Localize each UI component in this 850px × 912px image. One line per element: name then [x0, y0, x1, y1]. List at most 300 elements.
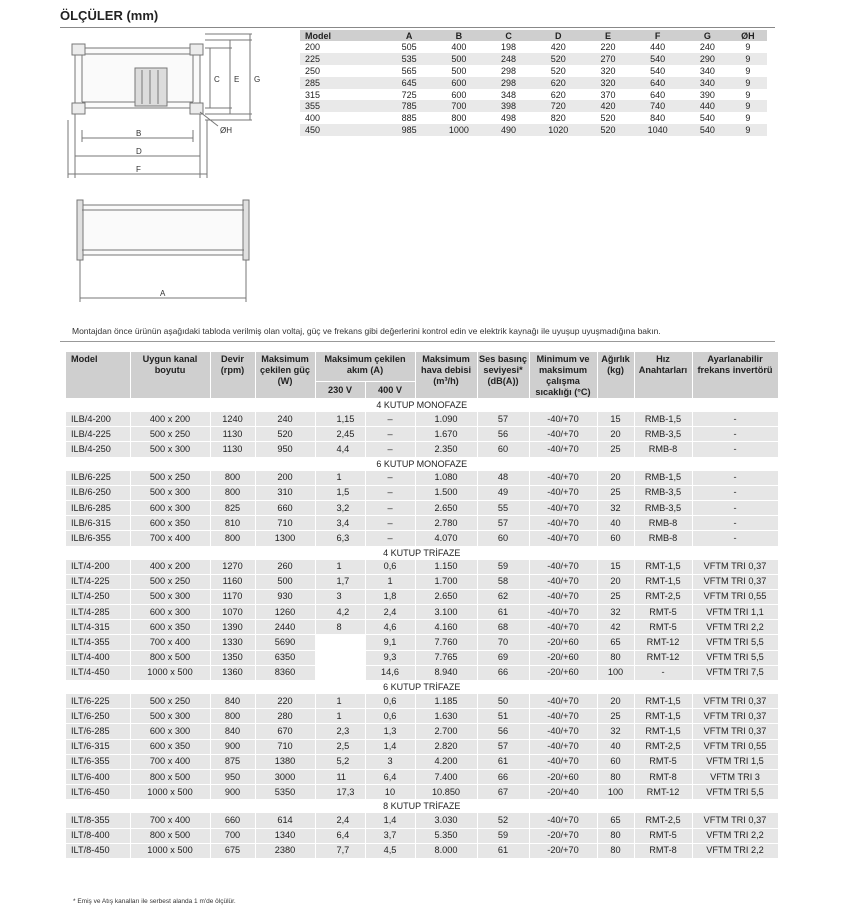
- dimension-cell: 520: [587, 124, 630, 136]
- title-divider: [60, 27, 775, 28]
- table-cell: RMT-8: [634, 843, 692, 858]
- table-cell: 60: [597, 754, 634, 769]
- dimension-cell: 520: [530, 65, 587, 77]
- table-cell: 60: [477, 531, 529, 546]
- dim-header: B: [430, 30, 487, 41]
- table-cell: 400 x 200: [130, 412, 210, 427]
- table-row: [66, 560, 778, 575]
- table-cell: 57: [477, 516, 529, 531]
- dimension-cell: 840: [629, 112, 686, 124]
- table-cell: RMT-1,5: [634, 574, 692, 589]
- dimension-cell: 600: [430, 89, 487, 101]
- table-cell: 8: [315, 620, 365, 635]
- table-cell: 670: [255, 724, 315, 739]
- dim-header: E: [587, 30, 630, 41]
- table-cell: 52: [477, 813, 529, 828]
- table-cell: 59: [477, 560, 529, 575]
- table-cell: -40/+70: [529, 412, 597, 427]
- dimension-cell: 820: [530, 112, 587, 124]
- dimension-row: [300, 112, 767, 124]
- header-akim-400: 400 V: [365, 382, 415, 399]
- table-cell: -40/+70: [529, 442, 597, 457]
- dim-header: Model: [300, 30, 388, 41]
- table-row: [66, 665, 778, 680]
- table-cell: 9,3: [365, 650, 415, 665]
- dimension-cell: 565: [388, 65, 431, 77]
- table-row: [66, 620, 778, 635]
- group-row: [66, 546, 778, 560]
- label-e: E: [234, 75, 240, 84]
- table-cell: 1340: [255, 828, 315, 843]
- table-cell: 220: [255, 694, 315, 709]
- table-cell: ILB/6-285: [66, 500, 130, 515]
- group-title: 4 KUTUP MONOFAZE: [66, 399, 778, 413]
- table-cell: VFTM TRI 1,1: [692, 605, 778, 620]
- table-cell: –: [365, 412, 415, 427]
- dimensions-header-row: [300, 30, 767, 41]
- table-cell: 5690: [255, 635, 315, 650]
- table-cell: 10.850: [415, 785, 477, 800]
- table-cell: 70: [477, 635, 529, 650]
- table-cell: 1: [315, 709, 365, 724]
- table-row: [66, 500, 778, 515]
- group-title: 4 KUTUP TRİFAZE: [66, 546, 778, 560]
- table-cell: 7,7: [315, 843, 365, 858]
- table-cell: ILB/6-315: [66, 516, 130, 531]
- table-cell: 600 x 300: [130, 605, 210, 620]
- table-cell: 400 x 200: [130, 560, 210, 575]
- table-cell: ILT/4-400: [66, 650, 130, 665]
- table-cell: 100: [597, 665, 634, 680]
- table-cell: 1.090: [415, 412, 477, 427]
- header-kanal: Uygun kanal boyutu: [130, 352, 210, 399]
- voltage-note: Montajdan önce ürünün aşağıdaki tabloda verilmiş olan voltaj, güç ve frekans gibi değerlerini kontrol edin ve elektrik kaynağı ile uyuşup uyuşmadığına bakın.: [72, 326, 661, 336]
- table-cell: ILT/6-450: [66, 785, 130, 800]
- table-cell: ILB/4-200: [66, 412, 130, 427]
- dimension-cell: 720: [530, 100, 587, 112]
- dimension-cell: 450: [300, 124, 388, 136]
- table-cell: -20/+40: [529, 785, 597, 800]
- table-cell: 3,7: [365, 828, 415, 843]
- table-cell: 2.350: [415, 442, 477, 457]
- table-cell: 1.500: [415, 485, 477, 500]
- dimension-cell: 348: [487, 89, 530, 101]
- table-cell: 500 x 250: [130, 427, 210, 442]
- header-ses: Ses basınç seviyesi* (dB(A)): [477, 352, 529, 399]
- dim-header: F: [629, 30, 686, 41]
- table-cell: -40/+70: [529, 589, 597, 604]
- table-cell: 62: [477, 589, 529, 604]
- dimension-cell: 320: [587, 65, 630, 77]
- table-cell: 1130: [210, 427, 255, 442]
- table-cell: VFTM TRI 5,5: [692, 635, 778, 650]
- table-cell: 1000 x 500: [130, 665, 210, 680]
- table-cell: -40/+70: [529, 754, 597, 769]
- dimension-cell: 420: [587, 100, 630, 112]
- table-row: [66, 828, 778, 843]
- table-cell: 875: [210, 754, 255, 769]
- table-cell: 1360: [210, 665, 255, 680]
- table-row: [66, 650, 778, 665]
- group-row: [66, 457, 778, 471]
- table-cell: 3: [365, 754, 415, 769]
- table-cell: 800: [210, 531, 255, 546]
- table-cell: -: [692, 471, 778, 486]
- group-row: [66, 399, 778, 413]
- table-cell: -40/+70: [529, 739, 597, 754]
- table-cell: RMT-12: [634, 785, 692, 800]
- table-cell: 1,5: [315, 485, 365, 500]
- dimension-cell: 640: [629, 89, 686, 101]
- table-cell: -40/+70: [529, 471, 597, 486]
- dimension-cell: 490: [487, 124, 530, 136]
- table-cell: 1270: [210, 560, 255, 575]
- table-row: [66, 709, 778, 724]
- table-cell: 50: [477, 694, 529, 709]
- table-cell: 61: [477, 605, 529, 620]
- table-cell: -40/+70: [529, 485, 597, 500]
- dimension-cell: 535: [388, 53, 431, 65]
- dimension-cell: 440: [686, 100, 729, 112]
- table-cell: RMB-8: [634, 516, 692, 531]
- table-cell: 4,4: [315, 442, 365, 457]
- table-cell: 800: [210, 709, 255, 724]
- table-cell: 1.150: [415, 560, 477, 575]
- table-cell: 1160: [210, 574, 255, 589]
- table-cell: 25: [597, 709, 634, 724]
- table-cell: -: [692, 412, 778, 427]
- dimension-cell: 600: [430, 77, 487, 89]
- dimension-cell: 270: [587, 53, 630, 65]
- table-cell: 1,8: [365, 589, 415, 604]
- table-cell: 3,2: [315, 500, 365, 515]
- table-cell: ILT/8-355: [66, 813, 130, 828]
- table-cell: [315, 650, 365, 665]
- table-cell: 2,3: [315, 724, 365, 739]
- table-cell: ILT/6-285: [66, 724, 130, 739]
- table-cell: -: [692, 531, 778, 546]
- table-cell: 614: [255, 813, 315, 828]
- table-cell: 2,4: [315, 813, 365, 828]
- table-cell: -: [692, 427, 778, 442]
- table-cell: -40/+70: [529, 724, 597, 739]
- dim-header: G: [686, 30, 729, 41]
- table-cell: RMT-1,5: [634, 560, 692, 575]
- header-hiz: Hız Anahtarları: [634, 352, 692, 399]
- table-cell: 600 x 350: [130, 620, 210, 635]
- table-cell: 1,3: [365, 724, 415, 739]
- dimension-cell: 420: [530, 41, 587, 53]
- table-row: [66, 843, 778, 858]
- table-cell: 8360: [255, 665, 315, 680]
- table-cell: -40/+70: [529, 574, 597, 589]
- label-f: F: [136, 165, 141, 174]
- table-cell: 1,4: [365, 739, 415, 754]
- table-cell: ILT/4-250: [66, 589, 130, 604]
- table-cell: 1070: [210, 605, 255, 620]
- table-row: [66, 769, 778, 784]
- table-cell: [315, 665, 365, 680]
- table-cell: 20: [597, 427, 634, 442]
- table-cell: VFTM TRI 5,5: [692, 650, 778, 665]
- table-cell: 280: [255, 709, 315, 724]
- table-cell: -40/+70: [529, 516, 597, 531]
- table-cell: 520: [255, 427, 315, 442]
- table-cell: -40/+70: [529, 500, 597, 515]
- table-cell: -40/+70: [529, 560, 597, 575]
- table-cell: –: [365, 471, 415, 486]
- dimension-cell: 390: [686, 89, 729, 101]
- table-cell: 60: [477, 442, 529, 457]
- table-cell: –: [365, 500, 415, 515]
- dimension-cell: 290: [686, 53, 729, 65]
- table-cell: 660: [255, 500, 315, 515]
- dimension-cell: 740: [629, 100, 686, 112]
- table-cell: 1300: [255, 531, 315, 546]
- table-cell: ILT/4-450: [66, 665, 130, 680]
- table-cell: 675: [210, 843, 255, 858]
- table-cell: 58: [477, 574, 529, 589]
- table-cell: 57: [477, 739, 529, 754]
- table-cell: 4,6: [365, 620, 415, 635]
- table-cell: 1: [315, 694, 365, 709]
- table-cell: 15: [597, 412, 634, 427]
- dimension-row: [300, 65, 767, 77]
- dimension-cell: 9: [729, 124, 767, 136]
- table-cell: 840: [210, 694, 255, 709]
- page-title: ÖLÇÜLER (mm): [60, 8, 159, 23]
- table-cell: 1390: [210, 620, 255, 635]
- table-cell: 1170: [210, 589, 255, 604]
- table-cell: –: [365, 485, 415, 500]
- table-cell: 1.630: [415, 709, 477, 724]
- table-cell: 5350: [255, 785, 315, 800]
- table-cell: 80: [597, 769, 634, 784]
- table-cell: 25: [597, 442, 634, 457]
- dimension-row: [300, 89, 767, 101]
- dimension-cell: 9: [729, 89, 767, 101]
- table-cell: RMT-12: [634, 635, 692, 650]
- table-cell: 900: [210, 785, 255, 800]
- dimension-cell: 285: [300, 77, 388, 89]
- table-cell: ILT/6-355: [66, 754, 130, 769]
- table-cell: 800: [210, 471, 255, 486]
- table-cell: 15: [597, 560, 634, 575]
- table-cell: 3,4: [315, 516, 365, 531]
- table-cell: 42: [597, 620, 634, 635]
- table-row: [66, 635, 778, 650]
- table-cell: 5.350: [415, 828, 477, 843]
- table-cell: [315, 635, 365, 650]
- dimension-cell: 9: [729, 65, 767, 77]
- table-cell: 32: [597, 724, 634, 739]
- dimension-cell: 200: [300, 41, 388, 53]
- group-title: 6 KUTUP MONOFAZE: [66, 457, 778, 471]
- table-cell: RMT-2,5: [634, 739, 692, 754]
- table-cell: 1240: [210, 412, 255, 427]
- table-cell: 59: [477, 828, 529, 843]
- header-devir: Devir (rpm): [210, 352, 255, 399]
- table-cell: –: [365, 531, 415, 546]
- dim-header: C: [487, 30, 530, 41]
- table-cell: 6350: [255, 650, 315, 665]
- table-cell: 1: [315, 560, 365, 575]
- dimension-cell: 500: [430, 53, 487, 65]
- table-row: [66, 813, 778, 828]
- table-cell: ILT/6-250: [66, 709, 130, 724]
- table-cell: 20: [597, 694, 634, 709]
- dimension-cell: 340: [686, 65, 729, 77]
- table-cell: 8.940: [415, 665, 477, 680]
- table-cell: VFTM TRI 2,2: [692, 843, 778, 858]
- table-cell: 1000 x 500: [130, 843, 210, 858]
- table-cell: 4,2: [315, 605, 365, 620]
- table-cell: VFTM TRI 0,37: [692, 560, 778, 575]
- table-cell: 700 x 400: [130, 813, 210, 828]
- table-cell: 200: [255, 471, 315, 486]
- dim-header: A: [388, 30, 431, 41]
- dimension-cell: 500: [430, 65, 487, 77]
- table-cell: -40/+70: [529, 531, 597, 546]
- label-c: C: [214, 75, 220, 84]
- table-row: [66, 589, 778, 604]
- table-cell: 32: [597, 605, 634, 620]
- header-akim-230: 230 V: [315, 382, 365, 399]
- table-cell: 7.760: [415, 635, 477, 650]
- dimension-cell: 9: [729, 41, 767, 53]
- table-cell: 3.100: [415, 605, 477, 620]
- table-cell: VFTM TRI 2,2: [692, 828, 778, 843]
- table-cell: 1.700: [415, 574, 477, 589]
- table-cell: ILT/4-285: [66, 605, 130, 620]
- table-cell: 2380: [255, 843, 315, 858]
- table-cell: 56: [477, 724, 529, 739]
- table-cell: -40/+70: [529, 813, 597, 828]
- table-cell: 20: [597, 574, 634, 589]
- dimension-cell: 240: [686, 41, 729, 53]
- table-cell: ILT/4-355: [66, 635, 130, 650]
- table-cell: RMB-3,5: [634, 500, 692, 515]
- dimension-drawing: [60, 30, 280, 320]
- table-cell: 1000 x 500: [130, 785, 210, 800]
- table-cell: 500 x 300: [130, 589, 210, 604]
- dimension-cell: 400: [430, 41, 487, 53]
- table-cell: 51: [477, 709, 529, 724]
- table-cell: -: [692, 500, 778, 515]
- label-a: A: [160, 289, 166, 298]
- table-row: [66, 574, 778, 589]
- table-cell: RMT-1,5: [634, 709, 692, 724]
- dimension-cell: 540: [686, 124, 729, 136]
- dim-header: D: [530, 30, 587, 41]
- table-cell: 4,5: [365, 843, 415, 858]
- dimension-cell: 9: [729, 77, 767, 89]
- table-cell: 4.160: [415, 620, 477, 635]
- table-cell: 1: [315, 471, 365, 486]
- table-cell: 3.030: [415, 813, 477, 828]
- dimension-cell: 540: [686, 112, 729, 124]
- table-cell: 600 x 300: [130, 724, 210, 739]
- table-cell: 0,6: [365, 709, 415, 724]
- table-cell: 4.200: [415, 754, 477, 769]
- table-row: [66, 412, 778, 427]
- table-cell: -: [692, 442, 778, 457]
- table-cell: 1130: [210, 442, 255, 457]
- table-cell: VFTM TRI 0,37: [692, 574, 778, 589]
- table-cell: 5,2: [315, 754, 365, 769]
- dimension-cell: 340: [686, 77, 729, 89]
- dimension-cell: 250: [300, 65, 388, 77]
- table-cell: VFTM TRI 3: [692, 769, 778, 784]
- dimension-cell: 645: [388, 77, 431, 89]
- table-cell: 500 x 300: [130, 442, 210, 457]
- label-g: G: [254, 75, 261, 84]
- table-cell: 49: [477, 485, 529, 500]
- dimension-cell: 1040: [629, 124, 686, 136]
- label-d: D: [136, 147, 142, 156]
- table-cell: 32: [597, 500, 634, 515]
- table-cell: ILB/4-225: [66, 427, 130, 442]
- table-cell: RMT-1,5: [634, 724, 692, 739]
- table-cell: 68: [477, 620, 529, 635]
- table-cell: 60: [597, 531, 634, 546]
- table-cell: -40/+70: [529, 620, 597, 635]
- dimension-cell: 225: [300, 53, 388, 65]
- table-cell: 61: [477, 843, 529, 858]
- dimension-cell: 725: [388, 89, 431, 101]
- table-cell: 55: [477, 500, 529, 515]
- dimension-cell: 398: [487, 100, 530, 112]
- table-cell: 3000: [255, 769, 315, 784]
- table-cell: 2,5: [315, 739, 365, 754]
- dimension-cell: 9: [729, 53, 767, 65]
- dimension-cell: 520: [587, 112, 630, 124]
- label-b: B: [136, 129, 142, 138]
- header-inverter: Ayarlanabilir frekans invertörü: [692, 352, 778, 399]
- dimension-cell: 1000: [430, 124, 487, 136]
- table-cell: 600 x 350: [130, 739, 210, 754]
- dimension-row: [300, 53, 767, 65]
- table-cell: 40: [597, 739, 634, 754]
- dimension-cell: 620: [530, 77, 587, 89]
- table-cell: –: [365, 516, 415, 531]
- table-cell: 17,3: [315, 785, 365, 800]
- table-cell: RMT-5: [634, 754, 692, 769]
- table-cell: 25: [597, 485, 634, 500]
- table-cell: 1.080: [415, 471, 477, 486]
- dimension-cell: 298: [487, 77, 530, 89]
- table-cell: 0,6: [365, 560, 415, 575]
- table-cell: ILB/4-250: [66, 442, 130, 457]
- dimension-cell: 355: [300, 100, 388, 112]
- table-cell: 600 x 300: [130, 500, 210, 515]
- table-cell: 825: [210, 500, 255, 515]
- table-row: [66, 471, 778, 486]
- dimension-cell: 785: [388, 100, 431, 112]
- table-cell: 1.670: [415, 427, 477, 442]
- table-row: [66, 531, 778, 546]
- table-cell: -40/+70: [529, 709, 597, 724]
- table-cell: 500: [255, 574, 315, 589]
- table-cell: RMT-1,5: [634, 694, 692, 709]
- table-cell: VFTM TRI 0,37: [692, 694, 778, 709]
- table-cell: -: [692, 485, 778, 500]
- table-cell: 2.650: [415, 589, 477, 604]
- table-cell: 20: [597, 471, 634, 486]
- table-cell: 1,15: [315, 412, 365, 427]
- table-cell: ILT/6-400: [66, 769, 130, 784]
- dimension-cell: 370: [587, 89, 630, 101]
